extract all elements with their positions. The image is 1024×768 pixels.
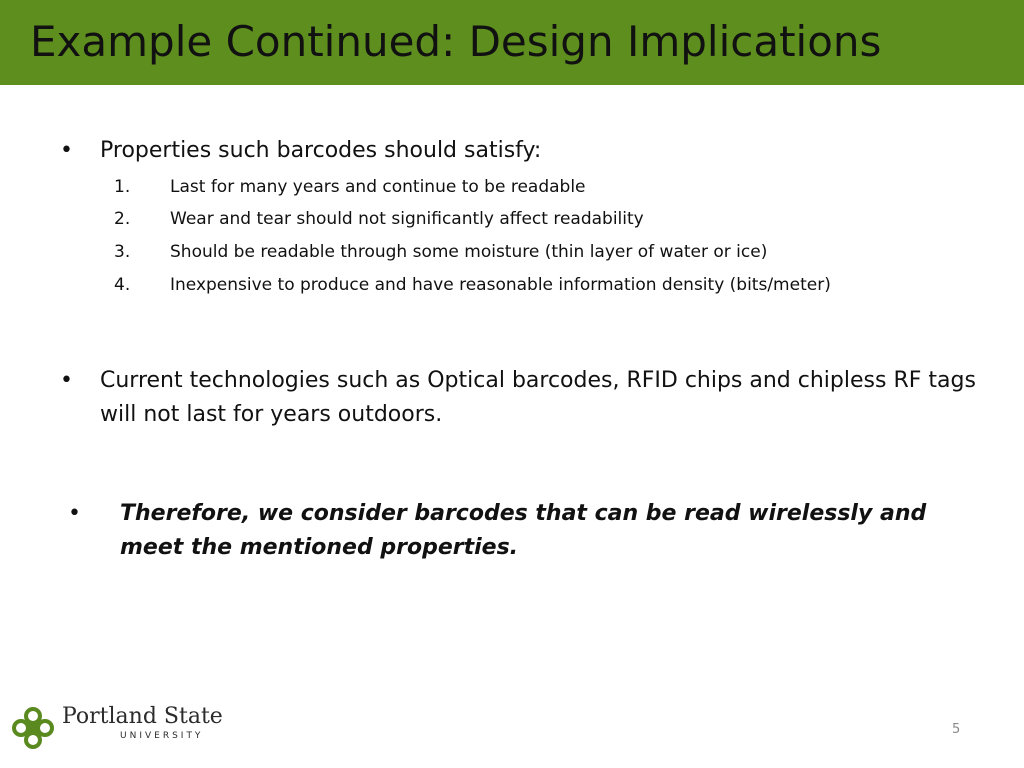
sub-item-number: 4. [114,275,131,295]
sub-item-number: 3. [114,242,131,262]
bullet-dot: • [60,368,73,393]
sub-item-text: Wear and tear should not significantly affect readability [170,209,644,229]
psu-logo [10,700,230,756]
bullet-text-emphasis: Therefore, we consider barcodes that can be read wirelessly and meet the mentioned properties. [120,501,927,560]
sub-item-text: Last for many years and continue to be readable [170,177,586,197]
bullet-text: Properties such barcodes should satisfy: [100,138,542,163]
sub-item-number: 1. [114,177,131,197]
page-number: 5 [952,722,961,737]
bullet-text: Current technologies such as Optical barcodes, RFID chips and chipless RF tags will not last for years outdoors. [100,368,976,427]
slide-title: Example Continued: Design Implications [30,17,882,66]
sub-item-text: Inexpensive to produce and have reasonable information density (bits/meter) [170,275,831,295]
logo-sub: UNIVERSITY [120,731,204,741]
bullet-dot: • [68,501,81,526]
psu-logo-icon [10,705,56,751]
sub-item-text: Should be readable through some moisture (thin layer of water or ice) [170,242,768,262]
logo-name: Portland State [62,704,223,729]
bullet-dot: • [60,138,73,163]
sub-item-number: 2. [114,209,131,229]
